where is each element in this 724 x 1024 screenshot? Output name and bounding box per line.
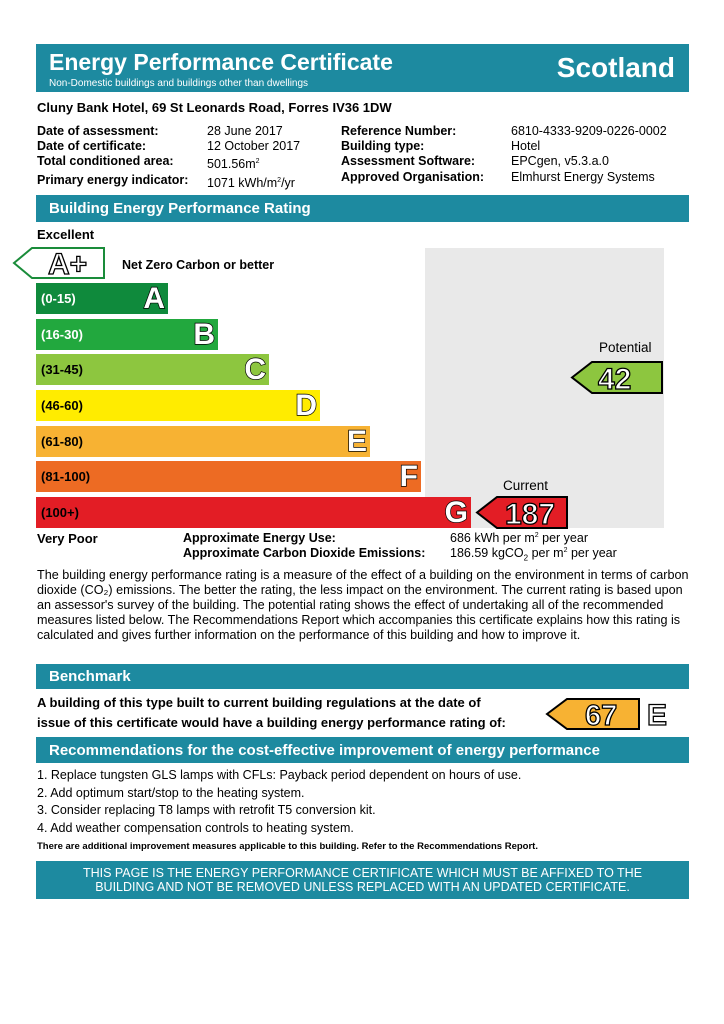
band-d xyxy=(36,390,320,421)
region-label: Scotland xyxy=(556,52,675,83)
details-right xyxy=(341,124,689,185)
detail-label: Building type: xyxy=(341,139,425,154)
band-range: (100+) xyxy=(41,505,79,520)
band-g xyxy=(36,497,471,528)
band-letter: E xyxy=(346,424,367,458)
band-range: (31-45) xyxy=(41,362,83,377)
detail-label: Date of assessment: xyxy=(37,124,159,138)
header-banner xyxy=(36,44,689,92)
footer-line-1: THIS PAGE IS THE ENERGY PERFORMANCE CERTIFICATE WHICH MUST BE AFFIXED TO THE xyxy=(82,866,643,880)
recommendation-item: 1. Replace tungsten GLS lamps with CFLs: Payback period dependent on hours of use. xyxy=(37,768,522,782)
potential-value: 42 xyxy=(598,363,632,395)
band-letter: F xyxy=(399,459,418,493)
recommendations-header: Recommendations for the cost-effective improvement of energy performance xyxy=(36,737,689,763)
band-range: (61-80) xyxy=(41,434,83,449)
band-letter: C xyxy=(244,352,266,386)
band-c xyxy=(36,354,269,385)
aplus-letter: A+ xyxy=(48,248,88,280)
band-b xyxy=(36,319,218,350)
recommendations-note: There are additional improvement measures applicable to this building. Refer to the Recommendations Report. xyxy=(37,841,538,852)
excellent-label: Excellent xyxy=(37,227,95,242)
current-value: 187 xyxy=(505,498,556,530)
current-arrow xyxy=(475,495,569,530)
detail-value: Hotel xyxy=(511,139,541,154)
footer-line-2: BUILDING AND NOT BE REMOVED UNLESS REPLACED WITH AN UPDATED CERTIFICATE. xyxy=(95,880,630,894)
band-range: (81-100) xyxy=(41,469,91,484)
recommendation-item: 2. Add optimum start/stop to the heating system. xyxy=(37,785,305,800)
certificate-subtitle: Non-Domestic buildings and buildings other than dwellings xyxy=(49,78,309,89)
detail-value: 12 October 2017 xyxy=(207,139,301,154)
detail-label: Approved Organisation: xyxy=(341,169,485,184)
svg-text:E: E xyxy=(647,699,668,731)
detail-row xyxy=(341,170,689,185)
details-left xyxy=(37,124,337,191)
detail-row xyxy=(341,154,689,169)
detail-value: Elmhurst Energy Systems xyxy=(511,169,655,184)
certificate-title: Energy Performance Certificate xyxy=(49,49,393,75)
recommendation-item: 4. Add weather compensation controls to heating system. xyxy=(37,820,354,835)
detail-row xyxy=(341,139,689,154)
detail-label: Assessment Software: xyxy=(341,154,476,169)
current-label: Current xyxy=(503,478,549,493)
potential-arrow xyxy=(570,360,664,395)
detail-value: 1071 kWh/$m^2/yr$ xyxy=(207,175,295,190)
band-a xyxy=(36,283,168,314)
detail-row xyxy=(37,139,337,154)
band-letter: G xyxy=(444,495,468,529)
detail-label: Reference Number: xyxy=(341,124,457,138)
detail-label: Primary energy indicator: xyxy=(37,172,189,187)
benchmark-value: 67 xyxy=(585,700,618,731)
footer-banner xyxy=(36,861,689,899)
detail-value: 28 June 2017 xyxy=(207,124,283,138)
energy-use-label: Approximate Energy Use: xyxy=(183,531,336,545)
band-e xyxy=(36,426,370,457)
band-f xyxy=(36,461,421,492)
band-letter: A xyxy=(143,281,165,315)
benchmark-letter xyxy=(645,697,671,731)
detail-label: Date of certificate: xyxy=(37,139,147,154)
property-address: Cluny Bank Hotel, 69 St Leonards Road, Forres IV36 1DW xyxy=(37,100,392,115)
detail-row xyxy=(341,124,689,139)
detail-value: $501.56m^2$ xyxy=(207,157,260,172)
band-range: (16-30) xyxy=(41,327,83,342)
detail-row xyxy=(37,173,337,191)
potential-label: Potential xyxy=(599,340,652,355)
very-poor-label: Very Poor xyxy=(37,531,98,546)
detail-value: EPCgen, v5.3.a.0 xyxy=(511,154,609,169)
co2-value: 186.59 kgCO$_2$ per $m^2$ per year xyxy=(450,546,617,563)
band-range: (46-60) xyxy=(41,398,83,413)
rating-description: The building energy performance rating is a measure of the effect of a building on the environment in terms of carbon dioxide (CO₂) emissions. The better the rating, the less impact on the environment. The current rating is based upon an assessor's survey of the building. The potential rating shows the effect of undertaking all of the recommended measures listed below. The Recommendations Report which accompanies this certificate explains how this rating is calculated and gives further information on the performance of this building and how to improve it. xyxy=(37,568,689,642)
co2-label: Approximate Carbon Dioxide Emissions: xyxy=(183,546,426,560)
benchmark-line-2: issue of this certificate would have a building energy performance rating of: xyxy=(37,715,506,730)
benchmark-header: Benchmark xyxy=(36,664,689,689)
detail-row xyxy=(37,124,337,139)
detail-label: Total conditioned area: xyxy=(37,154,174,169)
detail-row xyxy=(37,154,337,172)
recommendations-list xyxy=(37,767,689,837)
band-range: (0-15) xyxy=(41,291,76,306)
benchmark-arrow xyxy=(545,697,641,731)
aplus-description: Net Zero Carbon or better xyxy=(122,258,275,272)
energy-use-value: 686 kWh per $m^2$ per year xyxy=(450,531,589,545)
aplus-arrow xyxy=(12,246,107,280)
benchmark-line-1: A building of this type built to current building regulations at the date of xyxy=(37,695,481,710)
detail-value: 6810-4333-9209-0226-0002 xyxy=(511,124,667,138)
recommendation-item: 3. Consider replacing T8 lamps with retrofit T5 conversion kit. xyxy=(37,803,376,817)
band-letter: D xyxy=(295,388,317,422)
rating-section-header: Building Energy Performance Rating xyxy=(36,195,689,222)
band-letter: B xyxy=(193,317,215,351)
